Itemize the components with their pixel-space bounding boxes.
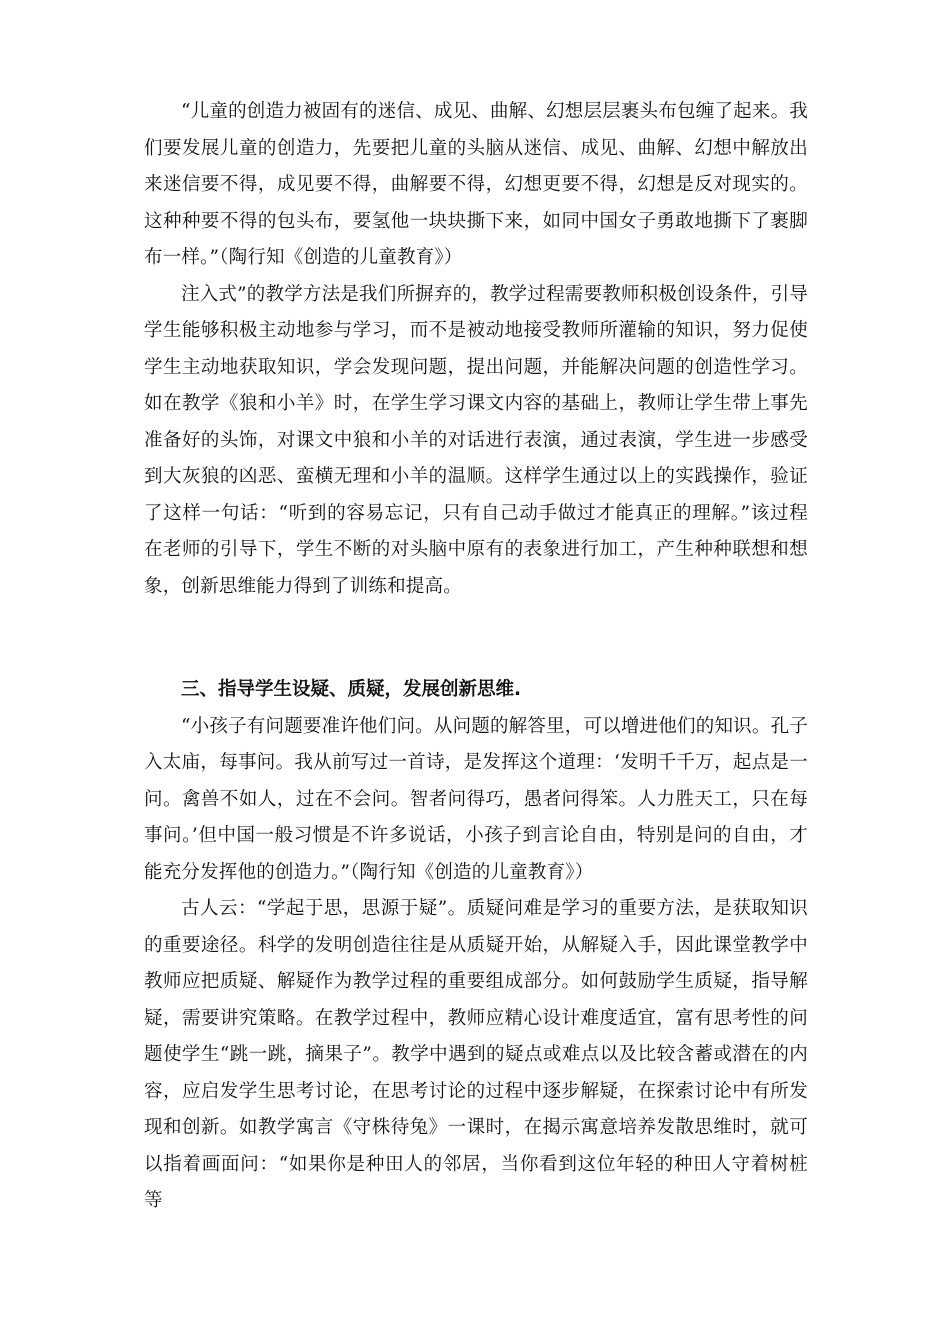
- body-paragraph-teaching-method: 注入式”的教学方法是我们所摒弃的，教学过程需要教师积极创设条件，引导学生能够积极主动地参与学习，而不是被动地接受教师所灌输的知识，努力促使学生主动地获取知识，学会发现问题，提出问题，并能解决问题的创造性学习。如在教学《狼和小羊》时，在学生学习课文内容的基础上，教师让学生带上事先准备好的头饰，对课文中狼和小羊的对话进行表演，通过表演，学生进一步感受到大灰狼的凶恶、蛮横无理和小羊的温顺。这样学生通过以上的实践操作，验证了这样一句话：“听到的容易忘记，只有自己动手做过才能真正的理解。”该过程在老师的引导下，学生不断的对头脑中原有的表象进行加工，产生种种联想和想象，创新思维能力得到了训练和提高。: [144, 283, 808, 597]
- section-heading: 三、指导学生设疑、质疑，发展创新思维.: [181, 679, 522, 700]
- body-paragraph-questioning: 古人云：“学起于思，思源于疑”。质疑问难是学习的重要方法，是获取知识的重要途径。科学的发明创造往往是从质疑开始，从解疑入手，因此课堂教学中教师应把质疑、解疑作为教学过程的重要组成部分。如何鼓励学生质疑，指导解疑，需要讲究策略。在教学过程中，教师应精心设计难度适宜，富有思考性的问题使学生“跳一跳，摘果子”。教学中遇到的疑点或难点以及比较含蓄或潜在的内容，应启发学生思考讨论，在思考讨论的过程中逐步解疑，在探索讨论中有所发现和创新。如教学寓言《守株待兔》一课时，在揭示寓意培养发散思维时，就可以指着画面问：“如果你是种田人的邻居，当你看到这位年轻的种田人守着树桩等: [144, 898, 808, 1211]
- intro-section: [144, 94, 808, 605]
- quote-paragraph-creativity: “儿童的创造力被固有的迷信、成见、曲解、幻想层层裹头布包缠了起来。我们要发展儿童的创造力，先要把儿童的头脑从迷信、成见、曲解、幻想中解放出来迷信要不得，成见要不得，曲解要不得，幻想更要不得，幻想是反对现实的。这种种要不得的包头布，要氢他一块块撕下来，如同中国女子勇敢地撕下了裹脚布一样。”（陶行知《创造的儿童教育》）: [144, 101, 808, 268]
- quote-paragraph-questions: “小孩子有问题要准许他们问。从问题的解答里，可以增进他们的知识。孔子入太庙，每事问。我从前写过一首诗，是发挥这个道理：‘发明千千万，起点是一问。禽兽不如人，过在不会问。智者问得巧，愚者问得笨。人力胜天工，只在每事问。’但中国一般习惯是不许多说话，小孩子到言论自由，特别是问的自由，才能充分发挥他的创造力。”（陶行知《创造的儿童教育》）: [144, 715, 808, 883]
- section-three: [144, 672, 808, 1220]
